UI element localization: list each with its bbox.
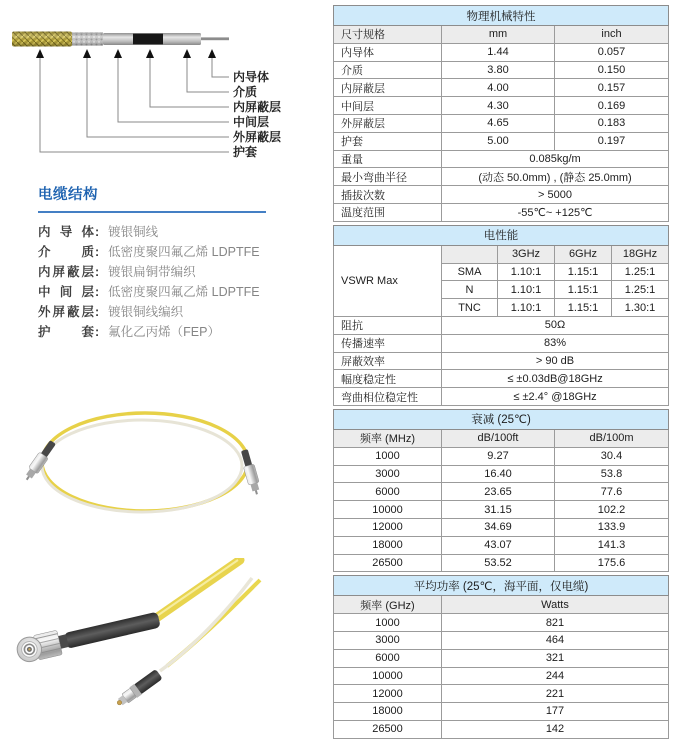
table-cell: 53.52 (442, 554, 555, 572)
sma-white-cable (160, 578, 252, 671)
table-row (334, 79, 669, 97)
table-cell: 1000 (334, 447, 442, 465)
table-cell: 26500 (334, 554, 442, 572)
table-row (334, 576, 669, 596)
physical-table (333, 5, 669, 222)
colon: : (95, 225, 100, 239)
diagram-label: 介质 (233, 85, 258, 99)
cable-structure-section (38, 183, 318, 342)
table-cell: 1.44 (442, 43, 555, 61)
table-cell: 1.30:1 (612, 299, 669, 317)
power-rows (334, 614, 669, 739)
electrical-table (333, 225, 669, 406)
table-cell: 1.25:1 (612, 263, 669, 281)
arrow-up-icon (146, 49, 154, 58)
structure-value: 氟化乙丙烯（FEP） (108, 325, 220, 339)
table-cell: 3000 (334, 631, 442, 649)
structure-item (38, 302, 318, 322)
table-cell: 0.197 (555, 132, 669, 150)
table-cell: 18000 (334, 703, 442, 721)
table-row (334, 26, 669, 44)
table-cell: 重量 (334, 150, 442, 168)
table-cell: 0.169 (555, 97, 669, 115)
structure-label: 护 套 (38, 325, 94, 339)
colon: : (95, 305, 100, 319)
table-cell: 中间层 (334, 97, 442, 115)
table-row (334, 245, 669, 263)
table-cell: 1.15:1 (555, 281, 612, 299)
diagram-label: 内屏蔽层 (233, 100, 282, 114)
table-cell: 53.8 (555, 465, 669, 483)
table-row (334, 409, 669, 429)
table-cell: 3.80 (442, 61, 555, 79)
table-cell: -55℃~ +125℃ (442, 203, 669, 221)
table-cell: 6000 (334, 649, 442, 667)
table-row (334, 97, 669, 115)
arrow-up-icon (114, 49, 122, 58)
table-row (334, 186, 669, 204)
column-header: 频率 (GHz) (334, 596, 442, 614)
table-cell: 阻抗 (334, 316, 442, 334)
section-heading: 电缆结构 (38, 187, 98, 203)
section-title: 电性能 (334, 225, 669, 245)
table-cell: 321 (442, 649, 669, 667)
attenuation-table (333, 409, 669, 572)
table-cell: 幅度稳定性 (334, 370, 442, 388)
diagram-label: 中间层 (233, 115, 270, 129)
table-row (334, 114, 669, 132)
table-cell: 464 (442, 631, 669, 649)
table-cell: 插拔次数 (334, 186, 442, 204)
table-cell: 1.10:1 (498, 281, 555, 299)
table-cell: 内导体 (334, 43, 442, 61)
table-row (334, 43, 669, 61)
table-row (334, 649, 669, 667)
table-row (334, 447, 669, 465)
table-row (334, 501, 669, 519)
structure-value: 镀银扁铜带编织 (108, 265, 196, 279)
table-cell: 31.15 (442, 501, 555, 519)
table-cell: 177 (442, 703, 669, 721)
column-header: 频率 (MHz) (334, 429, 442, 447)
sma-connector (114, 669, 163, 710)
table-row (334, 685, 669, 703)
inner-shield-layer (133, 34, 163, 45)
table-row (334, 483, 669, 501)
table-cell: 244 (442, 667, 669, 685)
arrow-markers (36, 49, 216, 58)
table-row (334, 703, 669, 721)
table-row (334, 352, 669, 370)
table-cell: 护套 (334, 132, 442, 150)
cable-cutaway-illustration (12, 32, 229, 47)
column-header: 尺寸规格 (334, 26, 442, 44)
table-row (334, 203, 669, 221)
table-cell: 0.085kg/m (442, 150, 669, 168)
table-cell: 0.150 (555, 61, 669, 79)
table-cell: 50Ω (442, 316, 669, 334)
table-cell: > 5000 (442, 186, 669, 204)
table-row (334, 6, 669, 26)
table-cell: 4.65 (442, 114, 555, 132)
table-cell: 介质 (334, 61, 442, 79)
empty-cell (442, 245, 498, 263)
table-row (334, 370, 669, 388)
table-cell: 30.4 (555, 447, 669, 465)
table-cell: 10000 (334, 501, 442, 519)
electrical-rows (334, 316, 669, 405)
cable-structure-diagram (5, 18, 315, 168)
table-row (334, 388, 669, 406)
column-header: 6GHz (555, 245, 612, 263)
table-cell: 4.30 (442, 97, 555, 115)
table-cell: 内屏蔽层 (334, 79, 442, 97)
table-cell: > 90 dB (442, 352, 669, 370)
table-cell: 1.15:1 (555, 263, 612, 281)
table-row (334, 596, 669, 614)
table-row (334, 429, 669, 447)
column-header: dB/100ft (442, 429, 555, 447)
table-cell: 1000 (334, 614, 442, 632)
table-cell: 4.00 (442, 79, 555, 97)
callout-lines (40, 58, 229, 152)
section-title: 物理机械特性 (334, 6, 669, 26)
table-cell: 1.25:1 (612, 281, 669, 299)
arrow-up-icon (183, 49, 191, 58)
table-cell: 1.10:1 (498, 263, 555, 281)
table-cell: 23.65 (442, 483, 555, 501)
column-header: Watts (442, 596, 669, 614)
table-cell: 10000 (334, 667, 442, 685)
structure-item (38, 222, 318, 242)
table-row (334, 225, 669, 245)
table-row (334, 334, 669, 352)
table-cell: 1.10:1 (498, 299, 555, 317)
table-cell: 821 (442, 614, 669, 632)
column-header: inch (555, 26, 669, 44)
table-cell: ≤ ±0.03dB@18GHz (442, 370, 669, 388)
table-cell: 18000 (334, 536, 442, 554)
vswr-label: VSWR Max (334, 245, 442, 316)
table-cell: 0.157 (555, 79, 669, 97)
table-cell: 9.27 (442, 447, 555, 465)
arrow-up-icon (83, 49, 91, 58)
structure-label: 内屏蔽层 (38, 265, 94, 279)
cable-coil-photo (5, 345, 317, 557)
column-header: dB/100m (555, 429, 669, 447)
section-title: 衰减 (25℃) (334, 409, 669, 429)
diagram-label: 护套 (233, 145, 258, 159)
physical-rows (334, 43, 669, 221)
table-cell: 26500 (334, 720, 442, 738)
spec-tables (333, 5, 668, 742)
table-cell: 屏蔽效率 (334, 352, 442, 370)
structure-label: 介 质 (38, 245, 94, 259)
structure-value: 低密度聚四氟乙烯 LDPTFE (108, 245, 260, 259)
table-cell: SMA (442, 263, 498, 281)
table-cell: 77.6 (555, 483, 669, 501)
table-row (334, 61, 669, 79)
attenuation-rows (334, 447, 669, 572)
diagram-labels (233, 69, 281, 159)
structure-value: 镀银铜线编织 (108, 305, 184, 319)
table-cell: 175.6 (555, 554, 669, 572)
table-row (334, 631, 669, 649)
table-cell: 3000 (334, 465, 442, 483)
diagram-label: 内导体 (233, 70, 270, 84)
table-row (334, 168, 669, 186)
table-cell: 142 (442, 720, 669, 738)
table-row (334, 667, 669, 685)
table-cell: N (442, 281, 498, 299)
table-cell: 133.9 (555, 518, 669, 536)
table-row (334, 554, 669, 572)
table-row (334, 465, 669, 483)
structure-value: 低密度聚四氟乙烯 LDPTFE (108, 285, 260, 299)
table-row (334, 150, 669, 168)
structure-value: 镀银铜线 (108, 225, 159, 239)
table-row (334, 614, 669, 632)
structure-label: 外屏蔽层 (38, 305, 94, 319)
table-cell: 最小弯曲半径 (334, 168, 442, 186)
table-cell: 外屏蔽层 (334, 114, 442, 132)
column-header: 18GHz (612, 245, 669, 263)
colon: : (95, 285, 100, 299)
table-cell: 12000 (334, 685, 442, 703)
structure-item (38, 282, 318, 302)
table-cell: 6000 (334, 483, 442, 501)
table-cell: ≤ ±2.4° @18GHz (442, 388, 669, 406)
colon: : (95, 245, 100, 259)
table-cell: 83% (442, 334, 669, 352)
structure-label: 中 间 层 (38, 285, 94, 299)
table-row (334, 536, 669, 554)
table-row (334, 132, 669, 150)
table-cell: 102.2 (555, 501, 669, 519)
arrow-up-icon (208, 49, 216, 58)
column-header: mm (442, 26, 555, 44)
table-cell: (动态 50.0mm) , (静态 25.0mm) (442, 168, 669, 186)
table-cell: 弯曲相位稳定性 (334, 388, 442, 406)
structure-label: 内 导 体 (38, 225, 94, 239)
table-cell: 1.15:1 (555, 299, 612, 317)
table-cell: 43.07 (442, 536, 555, 554)
table-row (334, 518, 669, 536)
structure-item (38, 322, 318, 342)
arrow-up-icon (36, 49, 44, 58)
cable-loop-white (42, 420, 242, 512)
section-title: 平均功率 (25℃，海平面，仅电缆) (334, 576, 669, 596)
table-cell: 141.3 (555, 536, 669, 554)
table-cell: 0.183 (555, 114, 669, 132)
table-cell: 0.057 (555, 43, 669, 61)
n-connector (15, 607, 162, 664)
table-cell: TNC (442, 299, 498, 317)
table-row (334, 316, 669, 334)
table-cell: 传播速率 (334, 334, 442, 352)
connector-boot (64, 612, 161, 649)
table-cell: 12000 (334, 518, 442, 536)
left-connector (22, 439, 57, 483)
power-table (333, 575, 669, 738)
structure-item (38, 262, 318, 282)
diagram-label: 外屏蔽层 (233, 130, 282, 144)
structure-item (38, 242, 318, 262)
table-cell: 34.69 (442, 518, 555, 536)
colon: : (95, 265, 100, 279)
table-cell: 温度范围 (334, 203, 442, 221)
table-cell: 5.00 (442, 132, 555, 150)
inner-conductor-wire (201, 37, 229, 40)
table-cell: 221 (442, 685, 669, 703)
heading-underline (38, 211, 266, 213)
table-cell: 16.40 (442, 465, 555, 483)
colon: : (95, 325, 100, 339)
connectors-photo (2, 558, 328, 740)
table-row (334, 720, 669, 738)
column-header: 3GHz (498, 245, 555, 263)
